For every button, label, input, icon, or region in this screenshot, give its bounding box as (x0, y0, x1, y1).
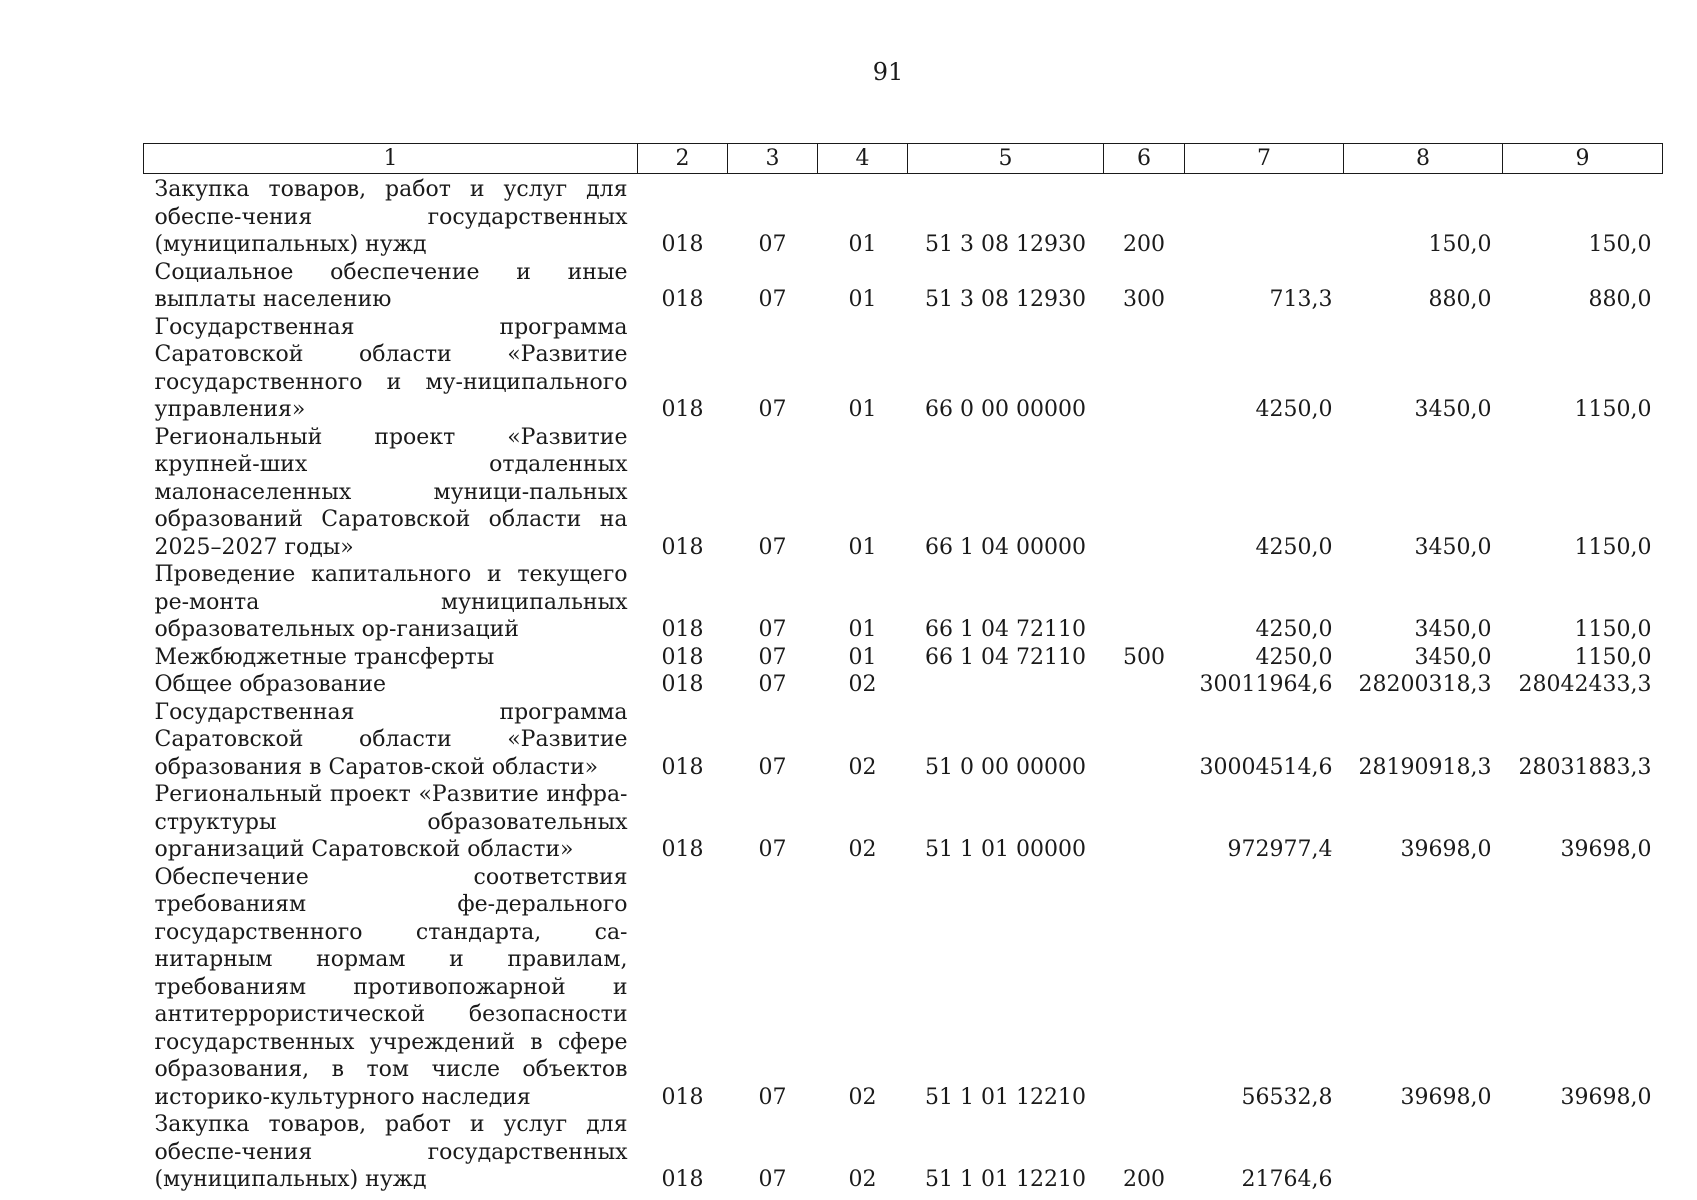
cell-amount-col7: 4250,0 (1255, 397, 1333, 422)
column-header: 1 (144, 144, 638, 174)
row-description: Закупка товаров, работ и услуг для обеспе-чения государственных (муниципальных) нужд (154, 177, 628, 257)
cell-section-code: 07 (758, 754, 787, 780)
cell-amount-col8 (1344, 1111, 1503, 1194)
cell-subsection-code: 01 (848, 617, 877, 642)
table-row (144, 699, 1663, 782)
row-description: Общее образование (154, 672, 387, 697)
cell-expense-type: 200 (1123, 1167, 1165, 1192)
cell-ministry-code: 018 (661, 287, 704, 312)
row-description: Социальное обеспечение и иные выплаты населению (154, 259, 628, 312)
cell-expense-type: 500 (1123, 644, 1165, 670)
cell-target-article: 51 0 00 00000 (925, 754, 1086, 780)
cell-subsection-code: 02 (848, 1167, 877, 1192)
cell-amount-col7: 4250,0 (1255, 617, 1333, 642)
cell-section-code: 07 (758, 232, 787, 257)
cell-ministry-code: 018 (661, 397, 704, 422)
cell-section-code: 07 (758, 837, 787, 862)
cell-ministry-code: 018 (661, 837, 704, 862)
cell-subsection-code: 02 (848, 754, 877, 780)
cell-ministry-code: 018 (661, 672, 704, 697)
cell-section-code: 07 (758, 397, 787, 422)
cell-amount-col8: 3450,0 (1414, 644, 1492, 670)
cell-target-article: 51 3 08 12930 (925, 232, 1086, 257)
cell-subsection-code: 02 (848, 837, 877, 862)
cell-ministry-code: 018 (661, 1167, 704, 1192)
cell-subsection-code: 01 (848, 534, 877, 560)
cell-ministry-code: 018 (661, 754, 704, 780)
cell-amount-col8: 3450,0 (1414, 534, 1492, 560)
cell-amount-col9: 1150,0 (1574, 644, 1652, 670)
cell-target-article: 66 1 04 72110 (925, 617, 1086, 642)
cell-expense-type (1104, 561, 1185, 644)
cell-section-code: 07 (758, 287, 787, 312)
cell-section-code: 07 (758, 1084, 787, 1110)
cell-amount-col7: 30011964,6 (1199, 672, 1333, 697)
cell-amount-col7: 21764,6 (1241, 1167, 1333, 1192)
cell-expense-type (1104, 314, 1185, 424)
cell-target-article: 51 1 01 12210 (925, 1167, 1086, 1192)
cell-expense-type: 300 (1123, 287, 1165, 312)
cell-ministry-code: 018 (661, 232, 704, 257)
cell-section-code: 07 (758, 617, 787, 642)
cell-amount-col8: 3450,0 (1414, 617, 1492, 642)
cell-target-article: 66 0 00 00000 (925, 397, 1086, 422)
cell-expense-type (1104, 864, 1185, 1112)
cell-target-article: 66 1 04 72110 (925, 644, 1086, 670)
cell-subsection-code: 01 (848, 397, 877, 422)
table-row (144, 671, 1663, 699)
cell-amount-col7: 713,3 (1269, 287, 1333, 312)
cell-amount-col9: 39698,0 (1560, 1084, 1652, 1110)
table-row (144, 314, 1663, 424)
cell-amount-col7: 972977,4 (1227, 837, 1333, 862)
row-description: Государственная программа Саратовской области «Развитие государственного и му-ниципального управления» (154, 314, 628, 422)
column-header: 5 (908, 144, 1104, 174)
row-description: Региональный проект «Развитие крупней-ших отдаленных малонаселенных муници-пальных образований Саратовской области на 2025–2027 годы» (154, 424, 628, 560)
cell-amount-col9: 39698,0 (1560, 837, 1652, 862)
cell-amount-col7: 4250,0 (1255, 534, 1333, 560)
cell-amount-col7: 4250,0 (1255, 644, 1333, 670)
column-header: 2 (638, 144, 728, 174)
table-row (144, 424, 1663, 562)
cell-expense-type: 200 (1123, 232, 1165, 257)
row-description: Региональный проект «Развитие инфра-структуры образовательных организаций Саратовской области» (154, 782, 628, 862)
budget-table (143, 143, 1663, 1194)
cell-amount-col8: 39698,0 (1400, 1084, 1492, 1110)
table-row (144, 174, 1663, 259)
row-description: Государственная программа Саратовской области «Развитие образования в Саратов-ской области» (154, 699, 628, 780)
cell-section-code: 07 (758, 534, 787, 560)
cell-ministry-code: 018 (661, 644, 704, 670)
cell-section-code: 07 (758, 1167, 787, 1192)
column-header: 9 (1503, 144, 1663, 174)
table-row (144, 1111, 1663, 1194)
cell-amount-col8: 880,0 (1428, 287, 1492, 312)
cell-subsection-code: 01 (848, 644, 877, 670)
row-description: Закупка товаров, работ и услуг для обеспе-чения государственных (муниципальных) нужд (154, 1112, 628, 1192)
cell-target-article: 51 3 08 12930 (925, 287, 1086, 312)
cell-amount-col7: 56532,8 (1241, 1084, 1333, 1110)
row-description: Обеспечение соответствия требованиям фе-дерального государственного стандарта, са-нитарным нормам и правилам, требованиям противопожарной и антитеррористической безопасности государственных учреждений в сфере образования, в том числе объектов историко-культурного наследия (154, 864, 628, 1110)
cell-amount-col8: 28190918,3 (1358, 754, 1492, 780)
row-description: Межбюджетные трансферты (154, 644, 495, 670)
cell-target-article: 51 1 01 00000 (925, 837, 1086, 862)
table-row (144, 644, 1663, 672)
column-header: 6 (1104, 144, 1185, 174)
table-row (144, 259, 1663, 314)
cell-amount-col8: 150,0 (1428, 232, 1492, 257)
column-header: 3 (728, 144, 818, 174)
cell-amount-col7: 30004514,6 (1199, 754, 1333, 780)
cell-subsection-code: 01 (848, 232, 877, 257)
column-header: 7 (1185, 144, 1344, 174)
cell-amount-col9 (1503, 1111, 1663, 1194)
row-description: Проведение капитального и текущего ре-монта муниципальных образовательных ор-ганизаций (154, 562, 628, 642)
cell-expense-type (1104, 424, 1185, 562)
cell-amount-col9: 28042433,3 (1518, 672, 1652, 697)
cell-amount-col9: 880,0 (1588, 287, 1652, 312)
cell-amount-col8: 28200318,3 (1358, 672, 1492, 697)
cell-amount-col7 (1185, 174, 1344, 259)
cell-subsection-code: 02 (848, 1084, 877, 1110)
table-header-row (144, 144, 1663, 174)
cell-ministry-code: 018 (661, 534, 704, 560)
table-row (144, 561, 1663, 644)
cell-subsection-code: 02 (848, 672, 877, 697)
cell-amount-col9: 1150,0 (1574, 397, 1652, 422)
cell-amount-col8: 3450,0 (1414, 397, 1492, 422)
cell-expense-type (1104, 699, 1185, 782)
table-row (144, 781, 1663, 864)
cell-ministry-code: 018 (661, 617, 704, 642)
cell-section-code: 07 (758, 672, 787, 697)
cell-amount-col9: 28031883,3 (1518, 754, 1652, 780)
cell-target-article: 51 1 01 12210 (925, 1084, 1086, 1110)
cell-target-article: 66 1 04 00000 (925, 534, 1086, 560)
cell-section-code: 07 (758, 644, 787, 670)
cell-ministry-code: 018 (661, 1084, 704, 1110)
cell-amount-col8: 39698,0 (1400, 837, 1492, 862)
cell-amount-col9: 150,0 (1588, 232, 1652, 257)
column-header: 4 (818, 144, 908, 174)
cell-target-article (908, 671, 1104, 699)
cell-amount-col9: 1150,0 (1574, 617, 1652, 642)
page-number: 91 (872, 58, 904, 86)
cell-amount-col9: 1150,0 (1574, 534, 1652, 560)
table-row (144, 864, 1663, 1112)
column-header: 8 (1344, 144, 1503, 174)
cell-expense-type (1104, 781, 1185, 864)
cell-subsection-code: 01 (848, 287, 877, 312)
cell-expense-type (1104, 671, 1185, 699)
